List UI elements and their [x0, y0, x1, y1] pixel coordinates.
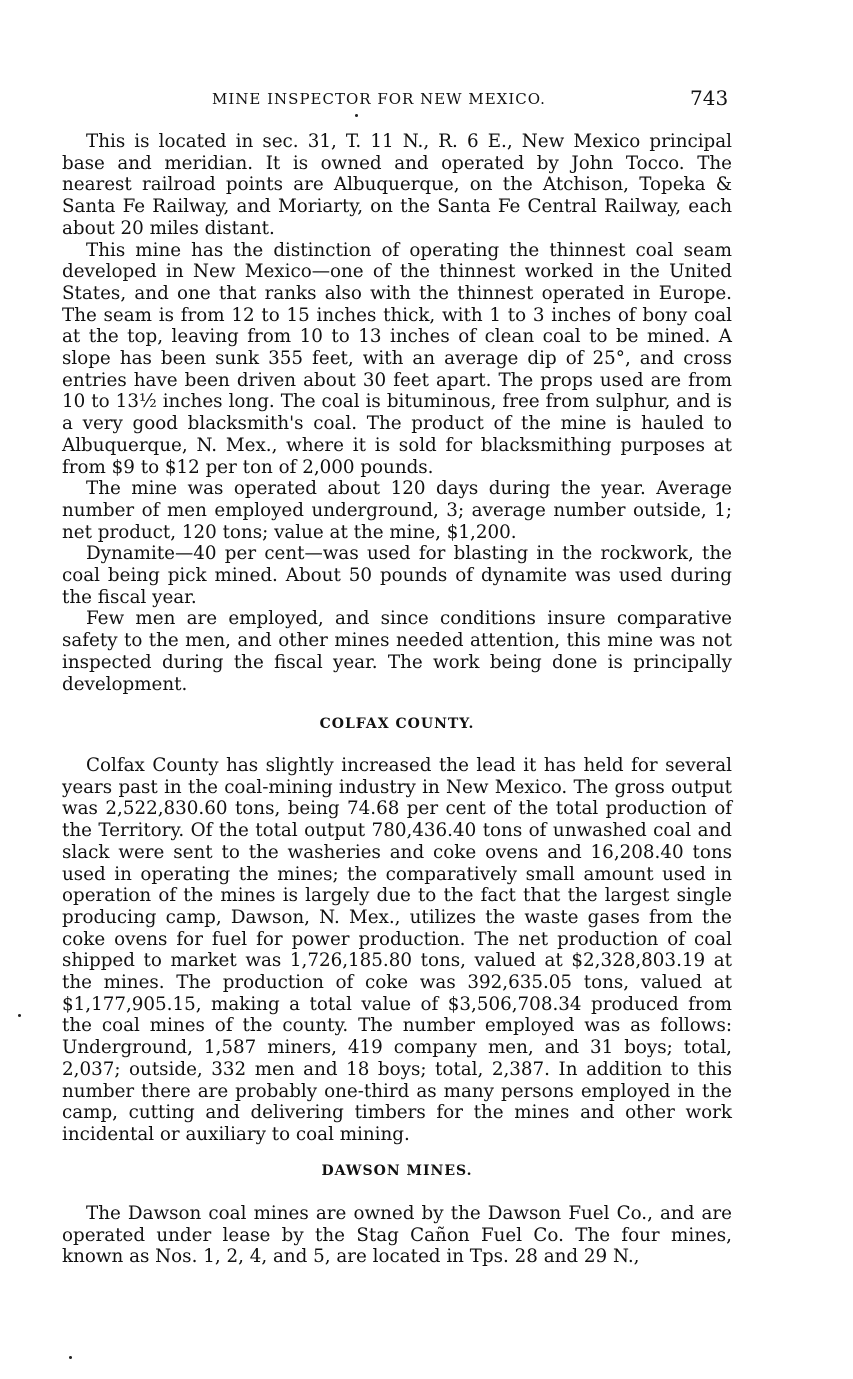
print-speck	[18, 1014, 21, 1017]
paragraph-dynamite: Dynamite—40 per cent—was used for blasting in the rockwork, the coal being pick mined. About 50 pounds of dynamite was used during the fiscal year.	[62, 543, 732, 608]
paragraph-thinnest-seam: This mine has the distinction of operating the thinnest coal seam developed in New Mexico—one of the thinnest worked in the United States, and one that ranks also with the thinnest operated in Europe. The seam is from 12 to 15 inches thick, with 1 to 3 inches of bony coal at the top, leaving from 10 to 13 inches of clean coal to be mined. A slope has been sunk 355 feet, with an average dip of 25°, and cross entries have been driven about 30 feet apart. The props used are from 10 to 13½ inches long. The coal is bituminous, free from sulphur, and is a very good blacksmith's coal. The product of the mine is hauled to Albuquerque, N. Mex., where it is sold for blacksmithing purposes at from $9 to $12 per ton of 2,000 pounds.	[62, 239, 732, 478]
paragraph-inspection: Few men are employed, and since conditions insure comparative safety to the men, and other mines needed attention, this mine was not inspected during the fiscal year. The work being done is principally development.	[62, 608, 732, 695]
mine-description-section	[62, 131, 732, 695]
paragraph-location: This is located in sec. 31, T. 11 N., R. 6 E., New Mexico principal base and meridian. It is owned and operated by John Tocco. The nearest railroad points are Albuquerque, on the Atchison, Topeka & Santa Fe Railway, and Moriarty, on the Santa Fe Central Railway, each about 20 miles distant.	[62, 131, 732, 239]
paragraph-colfax-county: Colfax County has slightly increased the lead it has held for several years past in the coal-mining industry in New Mexico. The gross output was 2,522,830.60 tons, being 74.68 per cent of the total production of the Territory. Of the total output 780,436.40 tons of unwashed coal and slack were sent to the washeries and coke ovens and 16,208.40 tons used in operating the mines; the comparatively small amount used in operation of the mines is largely due to the fact that the largest single producing camp, Dawson, N. Mex., utilizes the waste gases from the coke ovens for fuel for power production. The net production of coal shipped to market was 1,726,185.80 tons, valued at $2,328,803.19 at the mines. The production of coke was 392,635.05 tons, valued at $1,177,905.15, making a total value of $3,506,708.34 produced from the coal mines of the county. The number employed was as follows: Underground, 1,587 miners, 419 company men, and 31 boys; total, 2,037; outside, 332 men and 18 boys; total, 2,387. In addition to this number there are probably one-third as many persons employed in the camp, cutting and delivering timbers for the mines and other work incidental or auxiliary to coal mining.	[62, 755, 732, 1145]
colfax-county-heading: COLFAX COUNTY.	[319, 716, 475, 732]
print-speck	[355, 114, 358, 117]
paragraph-operation-stats: The mine was operated about 120 days during the year. Average number of men employed underground, 3; average number outside, 1; net product, 120 tons; value at the mine, $1,200.	[62, 478, 732, 543]
print-speck	[69, 1356, 72, 1359]
running-head: MINE INSPECTOR FOR NEW MEXICO.	[212, 90, 546, 108]
dawson-mines-section	[62, 1203, 732, 1268]
page-number: 743	[690, 86, 729, 110]
paragraph-dawson-mines: The Dawson coal mines are owned by the Dawson Fuel Co., and are operated under lease by the Stag Cañon Fuel Co. The four mines, known as Nos. 1, 2, 4, and 5, are located in Tps. 28 and 29 N.,	[62, 1203, 732, 1268]
colfax-county-section	[62, 755, 732, 1146]
dawson-mines-heading: DAWSON MINES.	[321, 1163, 473, 1179]
